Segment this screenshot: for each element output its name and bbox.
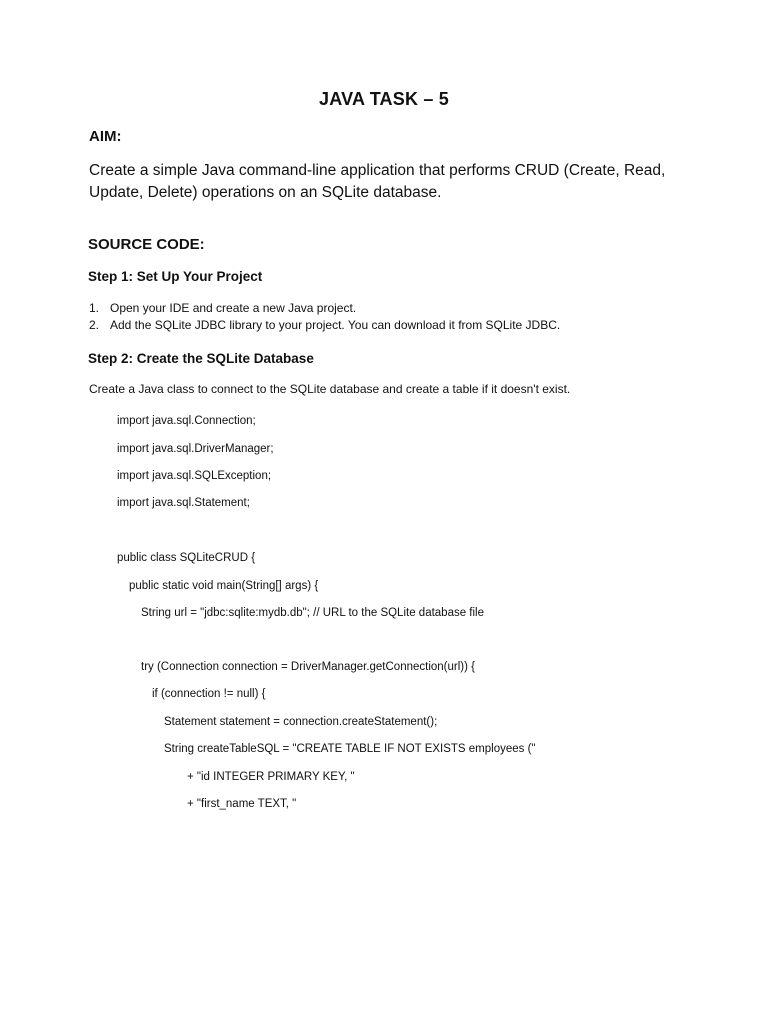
list-item-number: 1. (89, 301, 100, 315)
list-item-text: Add the SQLite JDBC library to your project. You can download it from SQLite JDBC. (110, 318, 561, 332)
code-line: public class SQLiteCRUD { (117, 552, 256, 564)
code-line: + "first_name TEXT, " (187, 798, 297, 810)
code-line: import java.sql.Connection; (117, 415, 256, 427)
code-line: try (Connection connection = DriverManager.getConnection(url)) { (141, 661, 475, 673)
code-line: import java.sql.SQLException; (117, 470, 272, 482)
list-item-text: Open your IDE and create a new Java project. (110, 301, 357, 315)
code-line: Statement statement = connection.createStatement(); (164, 716, 438, 728)
list-item (89, 300, 560, 317)
aim-text: Create a simple Java command-line application that performs CRUD (Create, Read, Update, Delete) operations on an SQLite database. (89, 162, 666, 201)
step2-heading: Step 2: Create the SQLite Database (88, 351, 314, 366)
step1-heading: Step 1: Set Up Your Project (88, 269, 263, 284)
code-line: import java.sql.DriverManager; (117, 443, 274, 455)
code-line: if (connection != null) { (152, 688, 266, 700)
aim-heading: AIM: (89, 128, 122, 145)
code-line: + "id INTEGER PRIMARY KEY, " (187, 771, 355, 783)
code-line: import java.sql.Statement; (117, 497, 250, 509)
code-line: String createTableSQL = "CREATE TABLE IF NOT EXISTS employees (" (164, 743, 536, 755)
code-line: public static void main(String[] args) { (129, 580, 319, 592)
list-item-number: 2. (89, 318, 100, 332)
step1-list (89, 300, 560, 334)
step2-text: Create a Java class to connect to the SQLite database and create a table if it doesn't exist. (89, 382, 571, 396)
page-title: JAVA TASK – 5 (319, 89, 449, 109)
code-line: String url = "jdbc:sqlite:mydb.db"; // URL to the SQLite database file (141, 607, 485, 619)
source-code-heading: SOURCE CODE: (88, 236, 205, 253)
list-item (89, 317, 560, 334)
